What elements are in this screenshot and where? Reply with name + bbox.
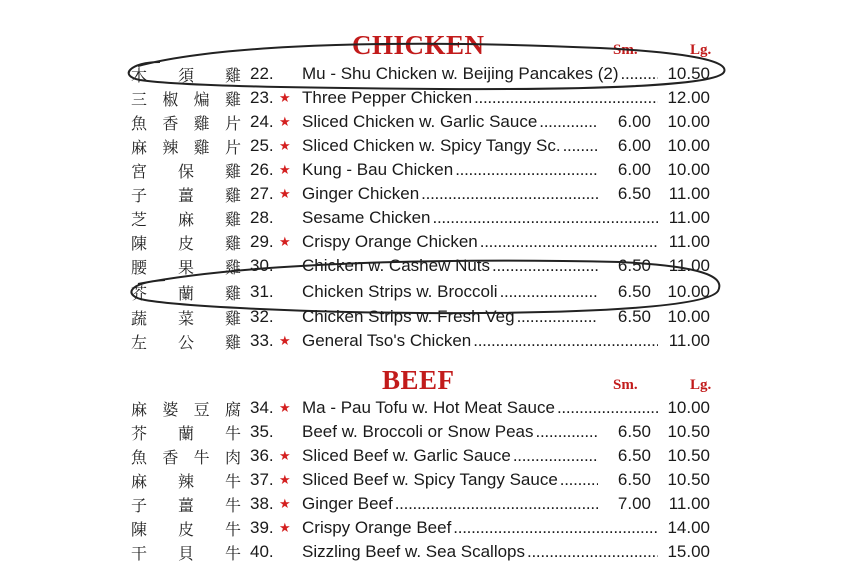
chinese-char: 婆 [162,399,179,419]
menu-item-row [0,280,850,304]
chinese-char: 菜 [177,308,194,328]
chinese-name [131,86,241,110]
menu-item-row [0,540,850,564]
chinese-char: 牛 [224,543,241,563]
chinese-char: 雞 [224,185,241,205]
price-small: 6.00 [617,160,651,179]
menu-item-row [0,230,850,254]
section-title: CHICKEN [352,30,485,60]
spicy-star-icon: ★ [279,162,291,177]
item-number: 32. [250,307,274,326]
spicy-star-icon: ★ [279,472,291,487]
item-number: 33. [250,331,274,350]
dish-name-text: Crispy Orange Chicken [302,232,478,251]
chinese-char: 貝 [177,543,194,563]
spicy-star-icon: ★ [279,333,291,348]
chinese-char: 雞 [224,89,241,109]
chinese-char: 雞 [224,65,241,85]
chinese-name [131,305,241,329]
dish-name-text: Three Pepper Chicken [302,88,473,107]
large-size-label: Lg. [690,42,712,58]
menu-item-row [0,158,850,182]
dot-leader [517,305,598,329]
chinese-name [131,230,241,254]
chinese-char: 香 [162,113,179,133]
chinese-char: 宮 [131,161,148,181]
chinese-char: 保 [177,161,194,181]
menu-item-row [0,516,850,540]
price-large: 15.00 [667,542,710,561]
dish-name [302,134,598,158]
menu-item-row [0,86,850,110]
dish-name-text: Ma - Pau Tofu w. Hot Meat Sauce [302,398,555,417]
dish-name-text: Sliced Beef w. Garlic Sauce [302,446,511,465]
item-number: 27. [250,184,274,203]
dish-name-text: Beef w. Broccoli or Snow Peas [302,422,534,441]
menu-item-row [0,110,850,134]
dish-name [302,110,598,134]
item-number: 38. [250,494,274,513]
chinese-char: 左 [131,332,148,352]
chinese-char: 麻 [131,399,148,419]
chinese-name [131,444,241,468]
chinese-char: 皮 [177,519,194,539]
section-header [0,365,850,395]
chinese-char: 牛 [224,423,241,443]
dish-name-text: Ginger Chicken [302,184,420,203]
spicy-star-icon: ★ [279,234,291,249]
chinese-char: 薑 [177,185,194,205]
price-small: 6.50 [617,422,651,441]
item-number: 36. [250,446,274,465]
spicy-star-icon: ★ [279,400,291,415]
price-large: 12.00 [667,88,710,107]
menu-item-row [0,468,850,492]
chinese-name [131,420,241,444]
chinese-char: 辣 [162,137,179,157]
dish-name [302,62,658,86]
menu-item-row [0,329,850,353]
chinese-char: 子 [131,185,148,205]
price-large: 10.50 [667,422,710,441]
chinese-char: 薑 [177,495,194,515]
chinese-char: 片 [224,113,241,133]
item-number: 25. [250,136,274,155]
chinese-char: 芝 [131,209,148,229]
dot-leader [492,254,598,278]
price-large: 14.00 [667,518,710,537]
dish-name [302,444,598,468]
chinese-char: 三 [131,89,148,109]
menu-item-row [0,396,850,420]
price-large: 10.00 [667,307,710,326]
item-number: 26. [250,160,274,179]
price-large: 10.00 [667,136,710,155]
item-number: 23. [250,88,274,107]
chinese-char: 肉 [224,447,241,467]
chinese-char: 雞 [224,233,241,253]
chinese-char: 陳 [131,519,148,539]
chinese-char: 香 [162,447,179,467]
chinese-char: 魚 [131,447,148,467]
item-number: 24. [250,112,274,131]
menu-item-row [0,134,850,158]
price-large: 10.00 [667,398,710,417]
spicy-star-icon: ★ [279,114,291,129]
small-size-label: Sm. [613,377,638,393]
chinese-name [131,516,241,540]
dot-leader [453,516,658,540]
dot-leader [421,182,598,206]
chinese-char: 雞 [193,137,210,157]
chinese-name [131,468,241,492]
dish-name [302,329,658,353]
dish-name [302,280,598,304]
dot-leader [536,420,598,444]
chinese-char: 蘭 [177,423,194,443]
chinese-char: 麻 [177,209,194,229]
item-number: 35. [250,422,274,441]
chinese-char: 雞 [224,332,241,352]
price-large: 11.00 [668,208,710,227]
price-large: 10.00 [667,112,710,131]
dish-name-text: Crispy Orange Beef [302,518,452,537]
menu-item-row [0,254,850,278]
spicy-star-icon: ★ [279,90,291,105]
dish-name [302,540,658,564]
chinese-char: 陳 [131,233,148,253]
chinese-char: 雞 [224,283,241,303]
dish-name [302,254,598,278]
chinese-char: 魚 [131,113,148,133]
dish-name [302,516,658,540]
item-number: 39. [250,518,274,537]
price-small: 6.50 [617,307,651,326]
dish-name [302,86,658,110]
chinese-name [131,182,241,206]
chinese-char: 雞 [193,113,210,133]
chinese-char: 雞 [224,308,241,328]
price-large: 11.00 [668,232,710,251]
chinese-name [131,492,241,516]
price-small: 6.00 [617,112,651,131]
section-header [0,30,850,60]
chinese-name [131,540,241,564]
dot-leader [433,206,658,230]
menu-item-row [0,492,850,516]
chinese-char: 牛 [224,495,241,515]
dot-leader [474,86,658,110]
item-number: 37. [250,470,274,489]
dish-name-text: Sliced Beef w. Spicy Tangy Sauce [302,470,558,489]
dish-name-text: General Tso's Chicken [302,331,472,350]
chinese-char: 牛 [224,519,241,539]
price-large: 10.00 [667,282,710,301]
dish-name-text: Chicken w. Cashew Nuts [302,256,491,275]
chinese-char: 干 [131,543,148,563]
price-large: 10.50 [667,470,710,489]
spicy-star-icon: ★ [279,186,291,201]
dot-leader [455,158,598,182]
item-number: 30. [250,256,274,275]
chinese-char: 公 [177,332,194,352]
chinese-char: 牛 [193,447,210,467]
price-small: 7.00 [617,494,651,513]
dot-leader [560,468,598,492]
dot-leader [557,396,658,420]
chinese-char: 麻 [131,137,148,157]
dot-leader [473,329,658,353]
price-small: 6.50 [617,184,651,203]
dish-name-text: Sesame Chicken [302,208,431,227]
chinese-name [131,206,241,230]
price-large: 11.00 [668,331,710,350]
dish-name [302,305,598,329]
chinese-char: 雞 [224,257,241,277]
dish-name-text: Chicken Strips w. Fresh Veg [302,307,515,326]
chinese-name [131,396,241,420]
price-large: 11.00 [668,256,710,275]
chinese-char: 煸 [193,89,210,109]
chinese-char: 牛 [224,471,241,491]
chinese-char: 片 [224,137,241,157]
item-number: 29. [250,232,274,251]
menu-item-row [0,62,850,86]
dish-name-text: Sizzling Beef w. Sea Scallops [302,542,526,561]
menu-item-row [0,420,850,444]
dot-leader [480,230,658,254]
price-large: 11.00 [668,184,710,203]
item-number: 22. [250,64,274,83]
price-small: 6.50 [617,446,651,465]
dish-name [302,468,598,492]
dot-leader [527,540,658,564]
price-small: 6.50 [617,470,651,489]
dish-name-text: Ginger Beef [302,494,393,513]
chinese-char: 辣 [177,471,194,491]
chinese-name [131,158,241,182]
chinese-char: 雞 [224,209,241,229]
chinese-char: 果 [177,257,194,277]
chinese-char: 須 [177,65,194,85]
dish-name-text: Mu - Shu Chicken w. Beijing Pancakes (2) [302,64,619,83]
price-small: 6.00 [617,136,651,155]
chinese-name [131,110,241,134]
dot-leader [621,62,658,86]
dish-name [302,396,658,420]
price-small: 6.50 [617,282,651,301]
chinese-name [131,280,241,304]
price-large: 10.50 [667,64,710,83]
chinese-char: 麻 [131,471,148,491]
dish-name-text: Sliced Chicken w. Spicy Tangy Sc. [302,136,561,155]
chinese-char: 雞 [224,161,241,181]
menu-item-row [0,182,850,206]
chinese-char: 子 [131,495,148,515]
chinese-char: 蔬 [131,308,148,328]
chinese-name [131,62,241,86]
chinese-name [131,254,241,278]
dish-name [302,158,598,182]
item-number: 28. [250,208,274,227]
chinese-char: 椒 [162,89,179,109]
dot-leader [500,280,598,304]
chinese-char: 芥 [131,423,148,443]
dish-name-text: Kung - Bau Chicken [302,160,454,179]
dish-name [302,206,658,230]
dish-name [302,182,598,206]
chinese-name [131,329,241,353]
spicy-star-icon: ★ [279,138,291,153]
chinese-char: 木 [131,65,148,85]
dish-name [302,492,598,516]
section-title: BEEF [382,365,455,395]
spicy-star-icon: ★ [279,496,291,511]
dot-leader [395,492,598,516]
chinese-char: 芥 [131,283,148,303]
dish-name-text: Chicken Strips w. Broccoli [302,282,498,301]
price-small: 6.50 [617,256,651,275]
spicy-star-icon: ★ [279,520,291,535]
item-number: 40. [250,542,274,561]
small-size-label: Sm. [613,42,638,58]
dot-leader [539,110,598,134]
price-large: 11.00 [668,494,710,513]
chinese-char: 皮 [177,233,194,253]
price-large: 10.50 [667,446,710,465]
menu-item-row [0,206,850,230]
menu-item-row [0,305,850,329]
item-number: 31. [250,282,274,301]
item-number: 34. [250,398,274,417]
dish-name [302,420,598,444]
chinese-name [131,134,241,158]
price-large: 10.00 [667,160,710,179]
dot-leader [563,134,598,158]
chinese-char: 豆 [193,399,210,419]
chinese-char: 蘭 [177,283,194,303]
chinese-char: 腐 [224,399,241,419]
chinese-char: 腰 [131,257,148,277]
large-size-label: Lg. [690,377,712,393]
spicy-star-icon: ★ [279,448,291,463]
dish-name-text: Sliced Chicken w. Garlic Sauce [302,112,538,131]
dish-name [302,230,658,254]
menu-item-row [0,444,850,468]
dot-leader [513,444,598,468]
